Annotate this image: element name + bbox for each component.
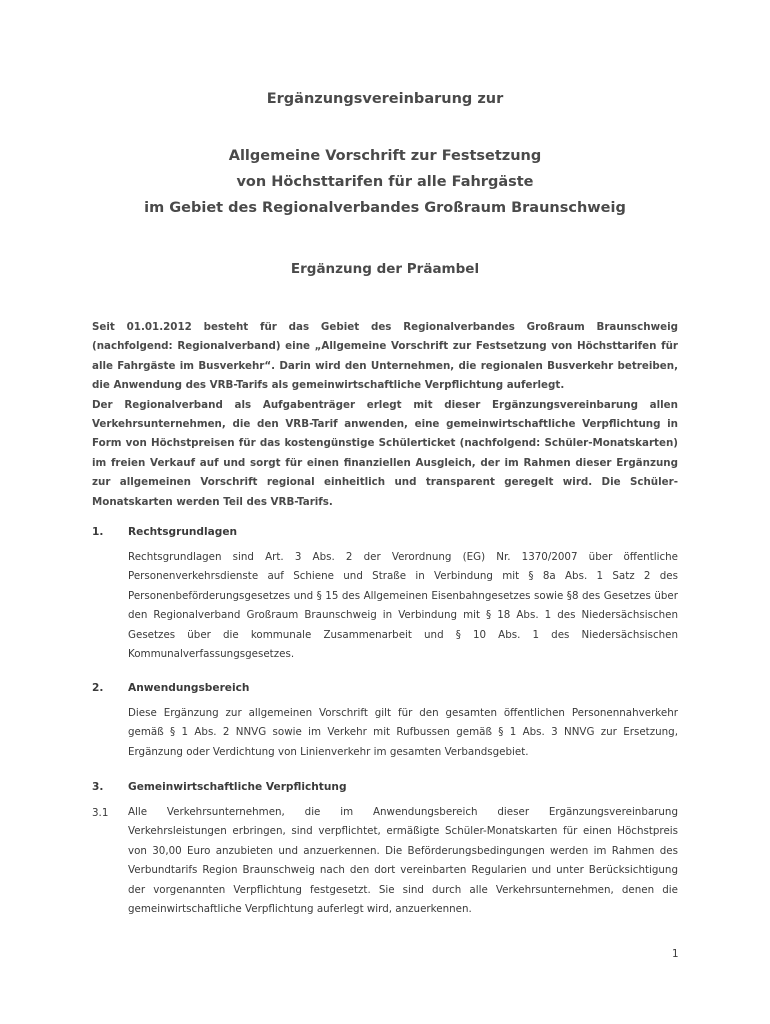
document-subtitle: Ergänzung der Präambel <box>290 261 480 277</box>
document-title-block <box>60 143 710 221</box>
title-line-4: im Gebiet des Regionalverbandes Großraum Braunschweig <box>144 200 626 216</box>
section-title: Anwendungsbereich <box>128 682 250 694</box>
section-number: 1. <box>92 526 104 538</box>
title-line-2: Allgemeine Vorschrift zur Festsetzung <box>228 148 542 164</box>
subsection-number: 3.1 <box>92 807 109 819</box>
page-number: 1 <box>672 948 679 960</box>
document-title: Ergänzungsvereinbarung zur <box>266 91 504 107</box>
section-number: 2. <box>92 682 104 694</box>
section-number: 3. <box>92 781 104 793</box>
section-1-text: Rechtsgrundlagen sind Art. 3 Abs. 2 der Verordnung (EG) Nr. 1370/2007 über öffentliche Personenverkehrsdienste auf Schiene und Straße in Verbindung mit § 8a Abs. 1 Satz 2 des Personenbeförderungsgesetzes und § 15 des Allgemeinen Eisenbahngesetzes sowie §8 des Gesetzes über den Regionalverband Großraum Braunschweig in Verbindung mit § 18 Abs. 1 des Niedersächsischen Gesetzes über die kommunale Zusammenarbeit und § 10 Abs. 1 des Niedersächsischen Kommunalverfassungsgesetzes. <box>128 551 678 661</box>
preamble-paragraph-1: Seit 01.01.2012 besteht für das Gebiet des Regionalverbandes Großraum Braunschweig (nachfolgend: Regionalverband) eine „Allgemeine Vorschrift zur Festsetzung von Höchsttarifen für alle Fahrgäste im Busverkehr“. Darin wird den Unternehmen, die regionalen Busverkehr betreiben, die Anwendung des VRB-Tarifs als gemeinwirtschaftliche Verpflichtung auferlegt. <box>92 321 678 392</box>
section-title: Gemeinwirtschaftliche Verpflichtung <box>128 781 347 793</box>
section-3-1-text: Alle Verkehrsunternehmen, die im Anwendungsbereich dieser Ergänzungsvereinbarung Verkehrsleistungen erbringen, sind verpflichtet, ermäßigte Schüler-Monatskarten für einen Höchstpreis von 30,00 Euro anzubieten und anzuerkennen. Die Beförderungsbedingungen werden im Rahmen des Verbundtarifs Region Braunschweig nach den dort vereinbarten Regularien und unter Berücksichtigung der vorgenannten Verpflichtung festgesetzt. Sie sind durch alle Verkehrsunternehmen, denen die gemeinwirtschaftliche Verpflichtung auferlegt wird, anzuerkennen. <box>128 806 678 916</box>
preamble-paragraph-2: Der Regionalverband als Aufgabenträger erlegt mit dieser Ergänzungsvereinbarung allen Verkehrsunternehmen, die den VRB-Tarif anwenden, eine gemeinwirtschaftliche Verpflichtung in Form von Höchstpreisen für das kostengünstige Schülerticket (nachfolgend: Schüler-Monatskarten) im freien Verkauf auf und sorgt für einen finanziellen Ausgleich, der im Rahmen dieser Ergänzung zur allgemeinen Vorschrift regional einheitlich und transparent geregelt wird. Die Schüler-Monatskarten werden Teil des VRB-Tarifs. <box>92 398 678 508</box>
section-title: Rechtsgrundlagen <box>128 526 238 538</box>
preamble <box>92 318 678 512</box>
title-line-3: von Höchsttarifen für alle Fahrgäste <box>236 174 534 190</box>
section-2-text: Diese Ergänzung zur allgemeinen Vorschrift gilt für den gesamten öffentlichen Personennahverkehr gemäß § 1 Abs. 2 NNVG sowie im Verkehr mit Rufbussen gemäß § 1 Abs. 3 NNVG zur Ersetzung, Ergänzung oder Verdichtung von Linienverkehr im gesamten Verbandsgebiet. <box>128 707 678 758</box>
